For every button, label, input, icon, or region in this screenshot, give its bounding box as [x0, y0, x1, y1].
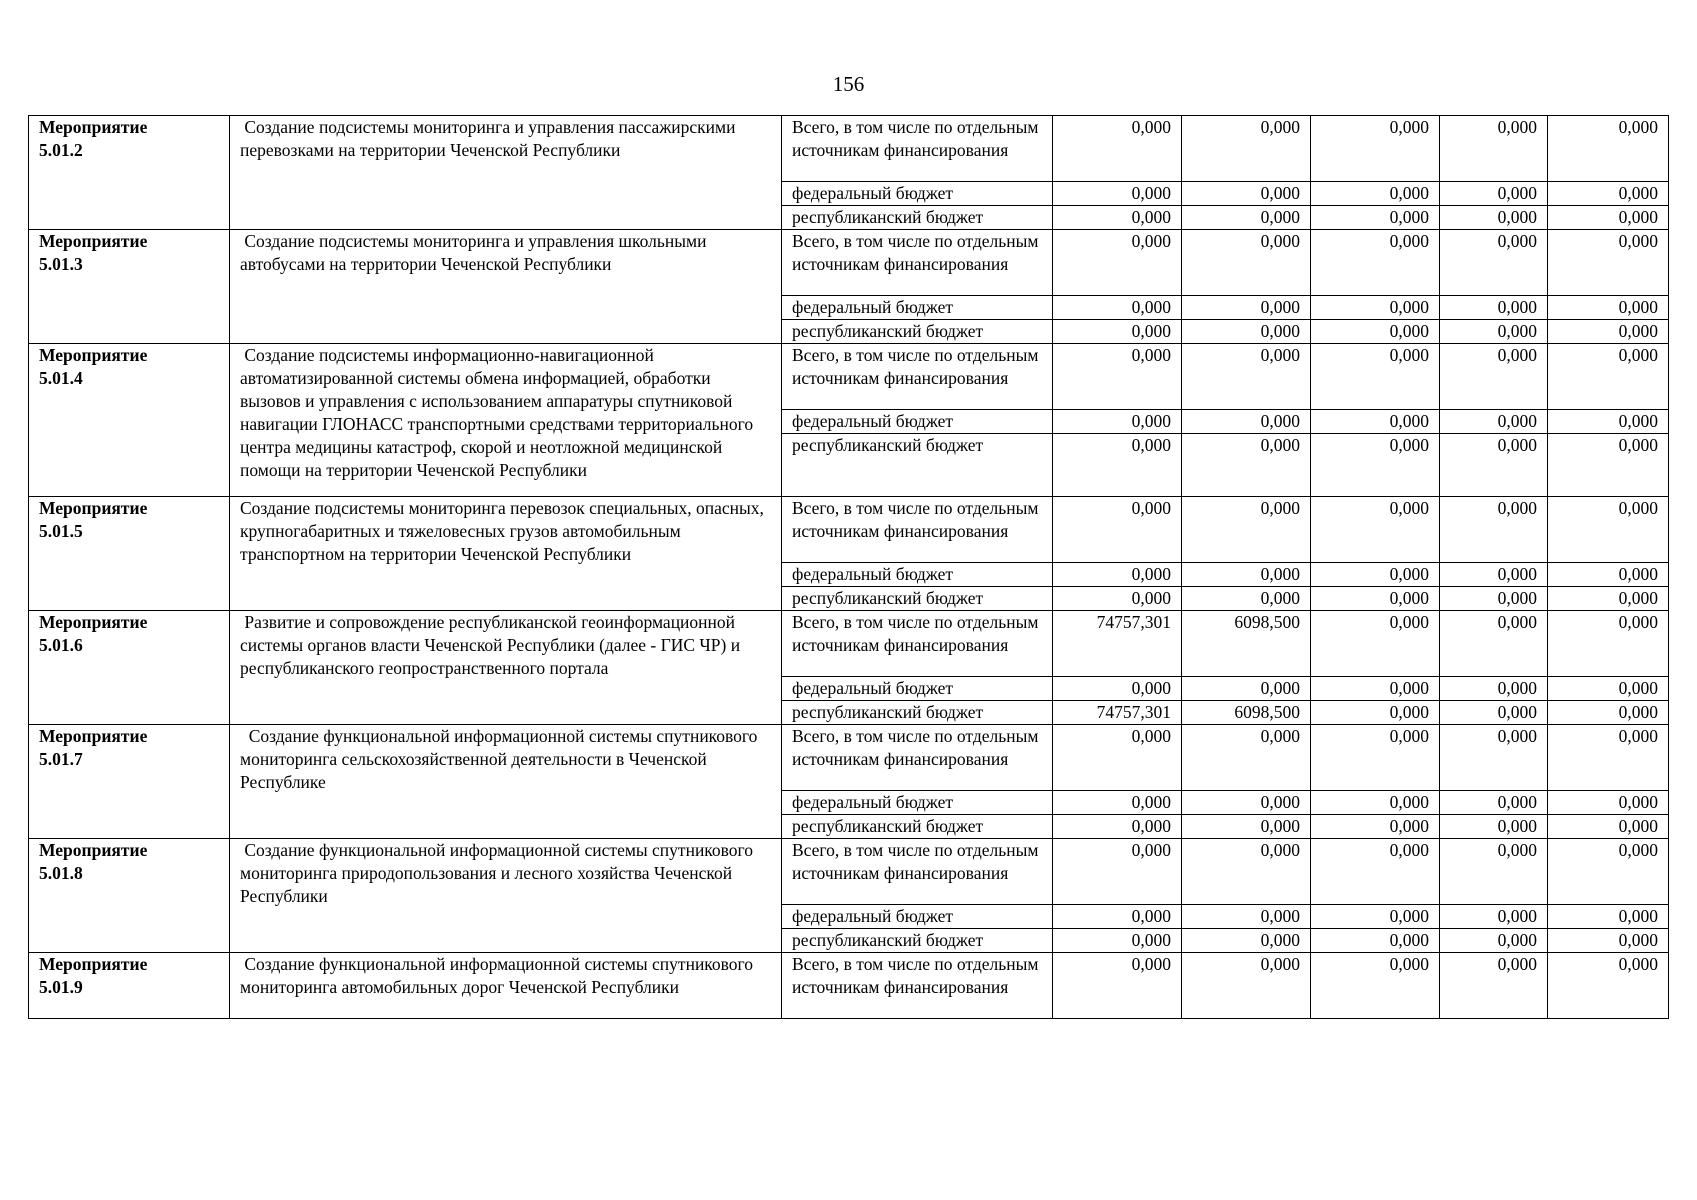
amount-cell: 0,000	[1182, 320, 1311, 344]
amount-cell: 0,000	[1440, 791, 1548, 815]
measure-code	[29, 116, 230, 230]
amount-cell: 0,000	[1311, 344, 1440, 410]
measure-code-label: Мероприятие	[39, 345, 148, 365]
measure-code	[29, 344, 230, 497]
funding-source: республиканский бюджет	[782, 701, 1053, 725]
amount-cell: 0,000	[1053, 905, 1182, 929]
funding-source: федеральный бюджет	[782, 182, 1053, 206]
funding-source: Всего, в том числе по отдельным источникам финансирования	[782, 116, 1053, 182]
funding-source: республиканский бюджет	[782, 815, 1053, 839]
table-row	[29, 116, 1669, 182]
amount-cell: 0,000	[1311, 815, 1440, 839]
funding-source: Всего, в том числе по отдельным источникам финансирования	[782, 611, 1053, 677]
amount-cell: 0,000	[1311, 611, 1440, 677]
table-row	[29, 497, 1669, 563]
measure-code	[29, 497, 230, 611]
amount-cell: 0,000	[1053, 116, 1182, 182]
funding-source: федеральный бюджет	[782, 905, 1053, 929]
measure-code-label: Мероприятие	[39, 726, 148, 746]
amount-cell: 0,000	[1053, 815, 1182, 839]
amount-cell: 0,000	[1182, 725, 1311, 791]
measure-description: Создание функциональной информационной системы спутникового мониторинга автомобильных дорог Чеченской Республики	[230, 953, 782, 1019]
funding-source: республиканский бюджет	[782, 320, 1053, 344]
amount-cell: 0,000	[1053, 410, 1182, 434]
amount-cell: 0,000	[1311, 563, 1440, 587]
amount-cell: 0,000	[1182, 410, 1311, 434]
funding-source: федеральный бюджет	[782, 677, 1053, 701]
amount-cell: 0,000	[1311, 206, 1440, 230]
table-row	[29, 344, 1669, 410]
measure-code-number: 5.01.2	[39, 140, 83, 160]
funding-source: федеральный бюджет	[782, 410, 1053, 434]
measure-code	[29, 839, 230, 953]
amount-cell: 0,000	[1311, 791, 1440, 815]
amount-cell: 0,000	[1548, 206, 1669, 230]
amount-cell: 0,000	[1182, 344, 1311, 410]
amount-cell: 0,000	[1053, 320, 1182, 344]
amount-cell: 0,000	[1053, 206, 1182, 230]
amount-cell: 0,000	[1440, 929, 1548, 953]
amount-cell: 0,000	[1311, 230, 1440, 296]
amount-cell: 0,000	[1053, 791, 1182, 815]
amount-cell: 0,000	[1548, 497, 1669, 563]
amount-cell: 0,000	[1440, 953, 1548, 1019]
budget-table	[28, 115, 1669, 1019]
amount-cell: 0,000	[1548, 296, 1669, 320]
amount-cell: 0,000	[1311, 725, 1440, 791]
amount-cell: 0,000	[1440, 905, 1548, 929]
measure-code-number: 5.01.5	[39, 521, 83, 541]
amount-cell: 74757,301	[1053, 611, 1182, 677]
measure-code	[29, 230, 230, 344]
amount-cell: 0,000	[1440, 497, 1548, 563]
measure-description: Создание подсистемы мониторинга и управления школьными автобусами на территории Чеченской Республики	[230, 230, 782, 344]
measure-description: Развитие и сопровождение республиканской геоинформационной системы органов власти Чеченской Республики (далее - ГИС ЧР) и республиканского геопространственного портала	[230, 611, 782, 725]
amount-cell: 0,000	[1182, 182, 1311, 206]
amount-cell: 0,000	[1311, 929, 1440, 953]
amount-cell: 0,000	[1311, 182, 1440, 206]
amount-cell: 0,000	[1548, 563, 1669, 587]
measure-code-label: Мероприятие	[39, 231, 148, 251]
amount-cell: 0,000	[1182, 116, 1311, 182]
funding-source: республиканский бюджет	[782, 206, 1053, 230]
amount-cell: 0,000	[1548, 701, 1669, 725]
funding-source: Всего, в том числе по отдельным источникам финансирования	[782, 839, 1053, 905]
amount-cell: 0,000	[1440, 611, 1548, 677]
amount-cell: 0,000	[1440, 182, 1548, 206]
amount-cell: 0,000	[1440, 563, 1548, 587]
amount-cell: 0,000	[1548, 434, 1669, 497]
measure-code-label: Мероприятие	[39, 117, 148, 137]
table-row	[29, 230, 1669, 296]
amount-cell: 74757,301	[1053, 701, 1182, 725]
amount-cell: 0,000	[1182, 953, 1311, 1019]
funding-source: федеральный бюджет	[782, 563, 1053, 587]
amount-cell: 0,000	[1311, 296, 1440, 320]
amount-cell: 0,000	[1182, 815, 1311, 839]
amount-cell: 0,000	[1548, 116, 1669, 182]
amount-cell: 0,000	[1053, 587, 1182, 611]
amount-cell: 0,000	[1548, 953, 1669, 1019]
measure-description: Создание функциональной информационной системы спутникового мониторинга сельскохозяйственной деятельности в Чеченской Республике	[230, 725, 782, 839]
amount-cell: 0,000	[1548, 815, 1669, 839]
amount-cell: 0,000	[1440, 296, 1548, 320]
amount-cell: 0,000	[1182, 587, 1311, 611]
measure-code	[29, 611, 230, 725]
amount-cell: 0,000	[1182, 905, 1311, 929]
table-row	[29, 725, 1669, 791]
amount-cell: 0,000	[1311, 410, 1440, 434]
amount-cell: 0,000	[1053, 296, 1182, 320]
amount-cell: 0,000	[1311, 905, 1440, 929]
amount-cell: 0,000	[1440, 116, 1548, 182]
measure-code	[29, 725, 230, 839]
amount-cell: 0,000	[1440, 839, 1548, 905]
amount-cell: 0,000	[1311, 587, 1440, 611]
measure-description: Создание функциональной информационной системы спутникового мониторинга природопользования и лесного хозяйства Чеченской Республики	[230, 839, 782, 953]
amount-cell: 0,000	[1548, 182, 1669, 206]
amount-cell: 0,000	[1548, 791, 1669, 815]
amount-cell: 0,000	[1548, 929, 1669, 953]
amount-cell: 0,000	[1182, 563, 1311, 587]
amount-cell: 0,000	[1053, 929, 1182, 953]
measure-code-number: 5.01.3	[39, 254, 83, 274]
amount-cell: 0,000	[1311, 677, 1440, 701]
amount-cell: 0,000	[1440, 230, 1548, 296]
amount-cell: 0,000	[1440, 725, 1548, 791]
amount-cell: 0,000	[1440, 206, 1548, 230]
page-number: 156	[832, 72, 865, 96]
measure-code-label: Мероприятие	[39, 498, 148, 518]
amount-cell: 0,000	[1182, 206, 1311, 230]
amount-cell: 0,000	[1440, 587, 1548, 611]
amount-cell: 0,000	[1182, 839, 1311, 905]
amount-cell: 0,000	[1053, 434, 1182, 497]
funding-source: Всего, в том числе по отдельным источникам финансирования	[782, 497, 1053, 563]
measure-description: Создание подсистемы мониторинга перевозок специальных, опасных, крупногабаритных и тяжеловесных грузов автомобильным транспортном на территории Чеченской Республики	[230, 497, 782, 611]
amount-cell: 0,000	[1053, 182, 1182, 206]
measure-code-label: Мероприятие	[39, 840, 148, 860]
amount-cell: 0,000	[1182, 434, 1311, 497]
funding-source: Всего, в том числе по отдельным источникам финансирования	[782, 725, 1053, 791]
amount-cell: 0,000	[1182, 230, 1311, 296]
funding-source: федеральный бюджет	[782, 791, 1053, 815]
amount-cell: 0,000	[1311, 497, 1440, 563]
funding-source: республиканский бюджет	[782, 587, 1053, 611]
amount-cell: 0,000	[1053, 563, 1182, 587]
amount-cell: 0,000	[1182, 791, 1311, 815]
amount-cell: 0,000	[1548, 725, 1669, 791]
amount-cell: 0,000	[1440, 410, 1548, 434]
amount-cell: 6098,500	[1182, 611, 1311, 677]
amount-cell: 0,000	[1548, 344, 1669, 410]
amount-cell: 0,000	[1053, 839, 1182, 905]
amount-cell: 0,000	[1440, 677, 1548, 701]
amount-cell: 0,000	[1548, 410, 1669, 434]
measure-code-number: 5.01.8	[39, 863, 83, 883]
table-row	[29, 953, 1669, 1019]
amount-cell: 0,000	[1440, 344, 1548, 410]
amount-cell: 0,000	[1053, 677, 1182, 701]
amount-cell: 0,000	[1548, 587, 1669, 611]
amount-cell: 0,000	[1311, 434, 1440, 497]
measure-description: Создание подсистемы информационно-навигационной автоматизированной системы обмена информацией, обработки вызовов и управления с использованием аппаратуры спутниковой навигации ГЛОНАСС транспортными средствами территориального центра медицины катастроф, скорой и неотложной медицинской помощи на территории Чеченской Республики	[230, 344, 782, 497]
amount-cell: 0,000	[1053, 725, 1182, 791]
amount-cell: 0,000	[1182, 677, 1311, 701]
amount-cell: 0,000	[1548, 320, 1669, 344]
amount-cell: 0,000	[1311, 320, 1440, 344]
table-body	[29, 116, 1669, 1019]
funding-source: республиканский бюджет	[782, 929, 1053, 953]
table-row	[29, 611, 1669, 677]
amount-cell: 0,000	[1311, 701, 1440, 725]
amount-cell: 0,000	[1182, 296, 1311, 320]
amount-cell: 0,000	[1053, 230, 1182, 296]
amount-cell: 0,000	[1548, 677, 1669, 701]
measure-code-label: Мероприятие	[39, 954, 148, 974]
measure-code-number: 5.01.7	[39, 749, 83, 769]
table-row	[29, 839, 1669, 905]
amount-cell: 0,000	[1311, 839, 1440, 905]
funding-source: Всего, в том числе по отдельным источникам финансирования	[782, 344, 1053, 410]
measure-code	[29, 953, 230, 1019]
amount-cell: 0,000	[1182, 497, 1311, 563]
amount-cell: 0,000	[1311, 116, 1440, 182]
measure-code-number: 5.01.4	[39, 368, 83, 388]
measure-description: Создание подсистемы мониторинга и управления пассажирскими перевозками на территории Чеченской Республики	[230, 116, 782, 230]
amount-cell: 0,000	[1548, 839, 1669, 905]
amount-cell: 0,000	[1440, 701, 1548, 725]
amount-cell: 0,000	[1311, 953, 1440, 1019]
measure-code-label: Мероприятие	[39, 612, 148, 632]
funding-source: Всего, в том числе по отдельным источникам финансирования	[782, 953, 1053, 1019]
measure-code-number: 5.01.9	[39, 977, 83, 997]
amount-cell: 0,000	[1548, 230, 1669, 296]
measure-code-number: 5.01.6	[39, 635, 83, 655]
funding-source: федеральный бюджет	[782, 296, 1053, 320]
amount-cell: 0,000	[1548, 611, 1669, 677]
amount-cell: 0,000	[1053, 344, 1182, 410]
amount-cell: 0,000	[1053, 953, 1182, 1019]
amount-cell: 0,000	[1440, 815, 1548, 839]
amount-cell: 0,000	[1440, 320, 1548, 344]
amount-cell: 0,000	[1440, 434, 1548, 497]
amount-cell: 0,000	[1053, 497, 1182, 563]
amount-cell: 0,000	[1182, 929, 1311, 953]
funding-source: Всего, в том числе по отдельным источникам финансирования	[782, 230, 1053, 296]
amount-cell: 0,000	[1548, 905, 1669, 929]
amount-cell: 6098,500	[1182, 701, 1311, 725]
funding-source: республиканский бюджет	[782, 434, 1053, 497]
